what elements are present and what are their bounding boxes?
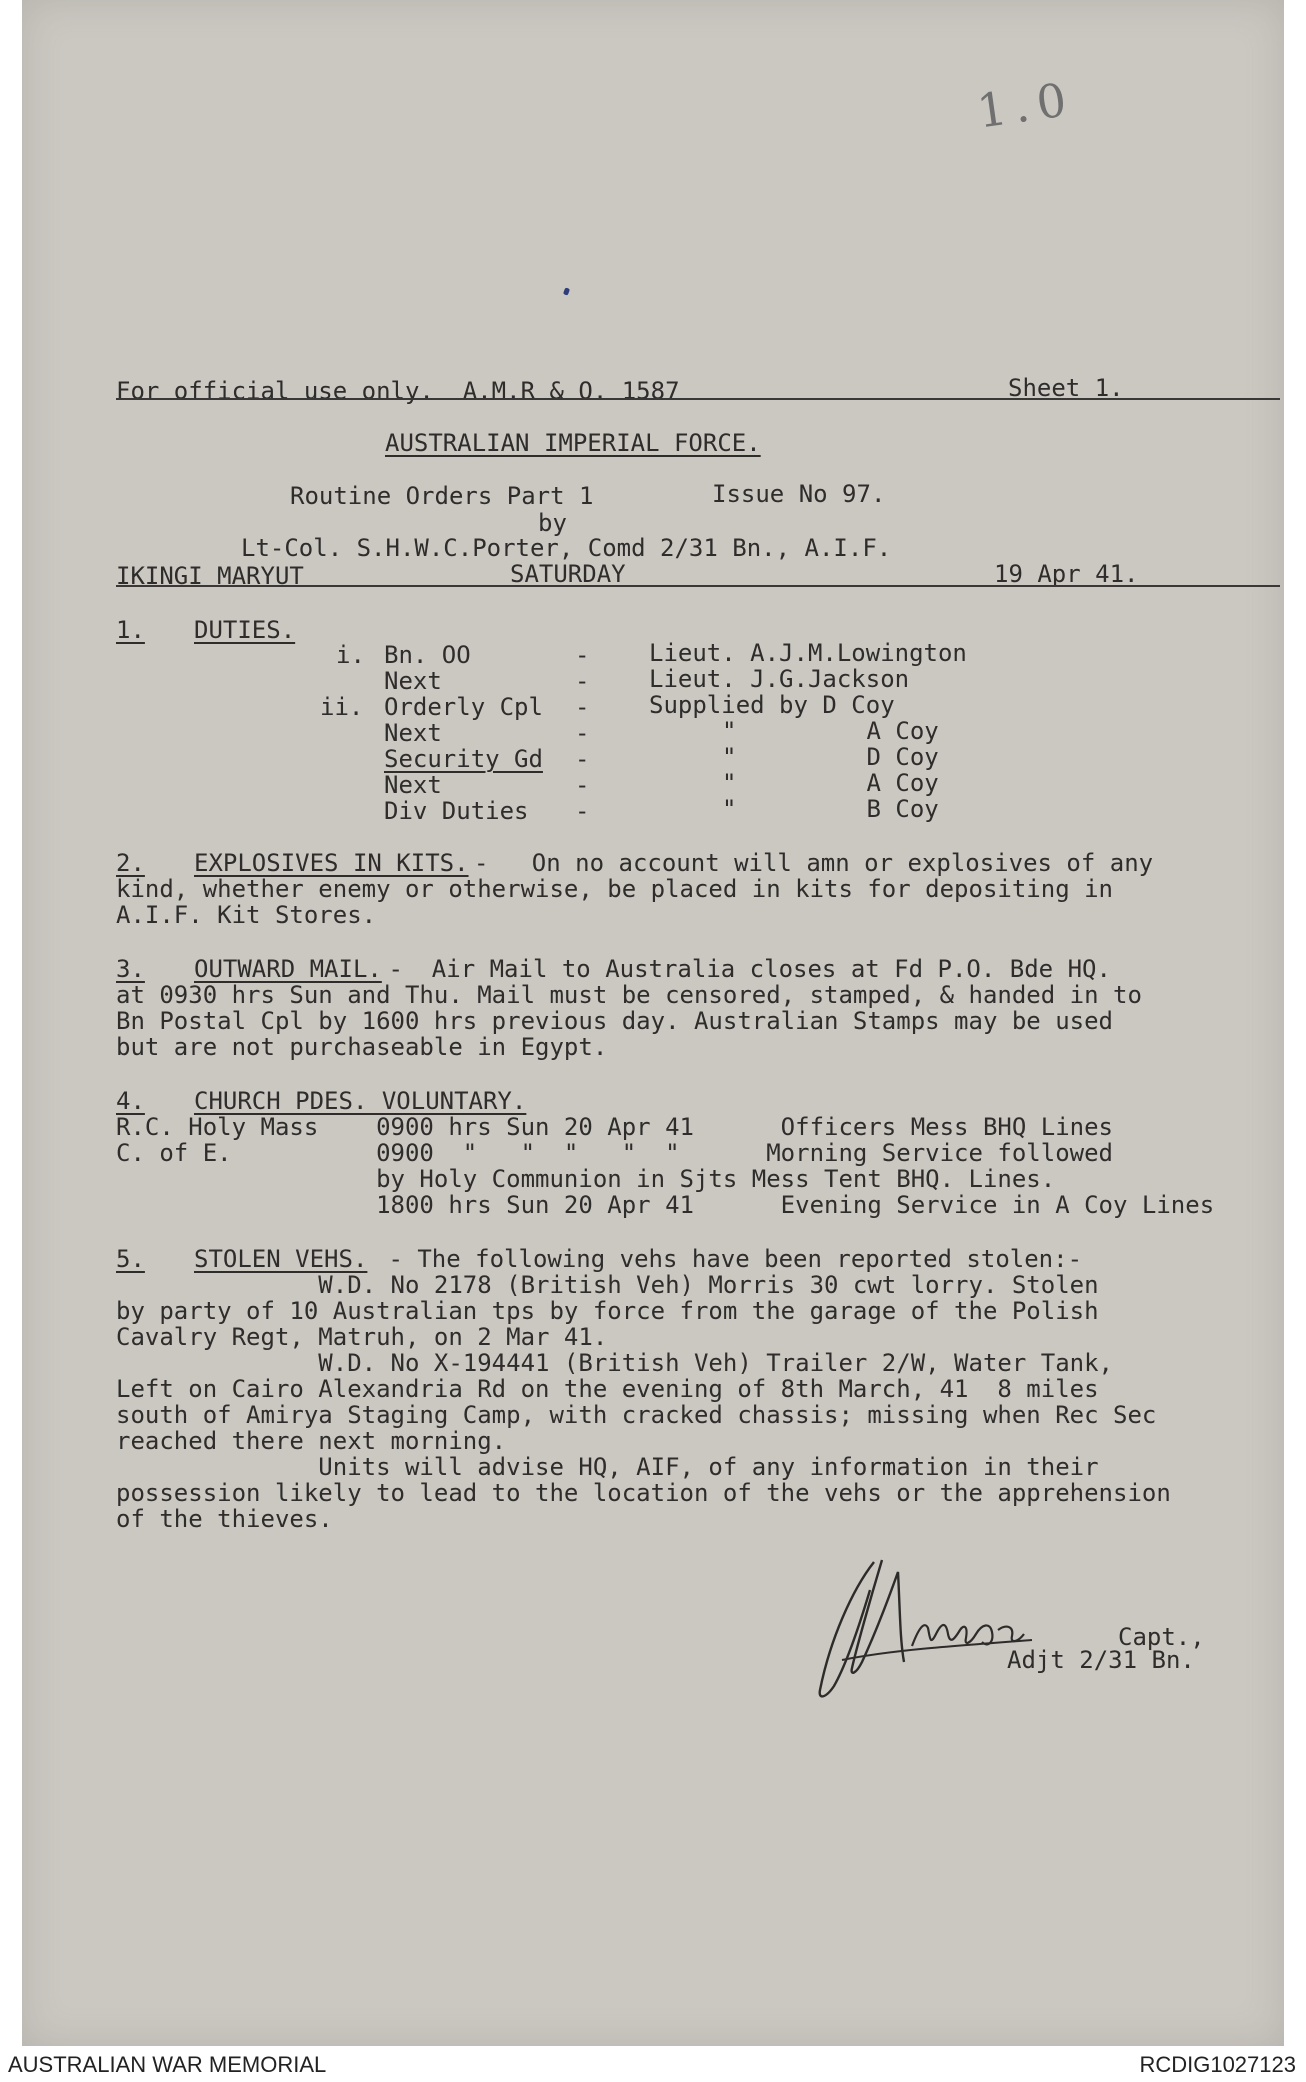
explosives-heading: EXPLOSIVES IN KITS. xyxy=(194,849,469,877)
church-num: 4. xyxy=(116,1087,145,1115)
mail-line: Bn Postal Cpl by 1600 hrs previous day. Australian Stamps may be used xyxy=(116,1007,1113,1035)
stolen-line: Units will advise HQ, AIF, of any information in their xyxy=(116,1453,1099,1481)
duty-assignee: Lieut. J.G.Jackson xyxy=(649,665,910,693)
place-name: IKINGI MARYUT xyxy=(116,562,304,590)
explosives-line: kind, whether enemy or otherwise, be placed in kits for depositing in xyxy=(116,875,1113,903)
stolen-line: Left on Cairo Alexandria Rd on the evening of 8th March, 41 8 miles xyxy=(116,1375,1099,1403)
duty-assignee: " A Coy xyxy=(722,717,939,745)
church-line: C. of E. 0900 " " " " " Morning Service followed xyxy=(116,1139,1113,1167)
duty-dash: - xyxy=(575,797,590,825)
stolen-line: W.D. No 2178 (British Veh) Morris 30 cwt lorry. Stolen xyxy=(116,1271,1099,1299)
duties-num: 1. xyxy=(116,616,145,644)
footer-institution: AUSTRALIAN WAR MEMORIAL xyxy=(8,2052,327,2077)
mail-heading: OUTWARD MAIL. xyxy=(194,955,382,983)
order-date: 19 Apr 41. xyxy=(994,560,1139,588)
church-line: 1800 hrs Sun 20 Apr 41 Evening Service in A Coy Lines xyxy=(116,1191,1215,1219)
duty-role: Orderly Cpl xyxy=(384,693,543,721)
duty-assignee: Supplied by D Coy xyxy=(649,691,895,719)
duty-role: Next xyxy=(384,719,442,747)
handwritten-signature xyxy=(812,1550,1112,1710)
duty-role: Next xyxy=(384,667,442,695)
stolen-line: possession likely to lead to the location of the vehs or the apprehension xyxy=(116,1479,1171,1507)
mail-line: but are not purchaseable in Egypt. xyxy=(116,1033,608,1061)
duty-dash: - xyxy=(575,641,590,669)
explosives-line: A.I.F. Kit Stores. xyxy=(116,901,377,929)
stolen-num: 5. xyxy=(116,1245,145,1273)
duty-dash: - xyxy=(575,667,590,695)
duty-role: Div Duties xyxy=(384,797,529,825)
stolen-line: south of Amirya Staging Camp, with cracked chassis; missing when Rec Sec xyxy=(116,1401,1157,1429)
header-line: For official use only. A.M.R & O. 1587 xyxy=(116,377,680,405)
stolen-line: W.D. No X-194441 (British Veh) Trailer 2/W, Water Tank, xyxy=(116,1349,1113,1377)
mail-line: at 0930 hrs Sun and Thu. Mail must be censored, stamped, & handed in to xyxy=(116,981,1142,1009)
stolen-heading: STOLEN VEHS. xyxy=(194,1245,368,1273)
duty-dash: - xyxy=(575,745,590,773)
signatory-appointment: Adjt 2/31 Bn. xyxy=(1007,1646,1195,1674)
stolen-line: - The following vehs have been reported stolen:- xyxy=(374,1245,1083,1273)
signatory-rank: Capt., xyxy=(1118,1623,1205,1651)
day-name: SATURDAY xyxy=(510,560,626,588)
duty-dash: - xyxy=(575,771,590,799)
header-rule xyxy=(116,398,1280,400)
date-rule xyxy=(116,585,1280,587)
duty-dash: - xyxy=(575,693,590,721)
duty-dash: - xyxy=(575,719,590,747)
routine-orders: Routine Orders Part 1 xyxy=(290,482,594,510)
explosives-num: 2. xyxy=(116,849,145,877)
ink-dot xyxy=(563,287,570,295)
duty-assignee: " D Coy xyxy=(722,743,939,771)
duties-heading: DUTIES. xyxy=(194,616,296,644)
duty-index: i. xyxy=(336,641,365,669)
issue-number: Issue No 97. xyxy=(712,480,886,508)
duty-assignee: " A Coy xyxy=(722,769,939,797)
church-line: R.C. Holy Mass 0900 hrs Sun 20 Apr 41 Officers Mess BHQ Lines xyxy=(116,1113,1113,1141)
stolen-line: of the thieves. xyxy=(116,1505,333,1533)
document-sheet xyxy=(22,0,1284,2046)
duty-assignee: Lieut. A.J.M.Lowington xyxy=(649,639,967,667)
by-line: by xyxy=(538,509,567,537)
church-heading: CHURCH PDES. VOLUNTARY. xyxy=(194,1087,527,1115)
stolen-line: reached there next morning. xyxy=(116,1427,507,1455)
pencil-annotation: 1.0 xyxy=(973,71,1078,139)
stolen-line: by party of 10 Australian tps by force from the garage of the Polish xyxy=(116,1297,1099,1325)
footer-record-id: RCDIG1027123 xyxy=(1139,2052,1296,2077)
mail-line: - Air Mail to Australia closes at Fd P.O. Bde HQ. xyxy=(374,955,1111,983)
commander-line: Lt-Col. S.H.W.C.Porter, Comd 2/31 Bn., A.I.F. xyxy=(241,534,892,562)
duty-role: Bn. OO xyxy=(384,641,471,669)
stolen-line: Cavalry Regt, Matruh, on 2 Mar 41. xyxy=(116,1323,608,1351)
duty-index: ii. xyxy=(320,693,364,721)
mail-num: 3. xyxy=(116,955,145,983)
duty-assignee: " B Coy xyxy=(722,795,939,823)
church-line: by Holy Communion in Sjts Mess Tent BHQ. Lines. xyxy=(116,1165,1056,1193)
archive-footer xyxy=(0,2046,1306,2082)
duty-role: Security Gd xyxy=(384,745,543,773)
sheet-number: Sheet 1. xyxy=(1008,374,1124,402)
duty-role: Next xyxy=(384,771,442,799)
explosives-line: - On no account will amn or explosives of any xyxy=(474,849,1154,877)
force-title: AUSTRALIAN IMPERIAL FORCE. xyxy=(385,429,761,457)
